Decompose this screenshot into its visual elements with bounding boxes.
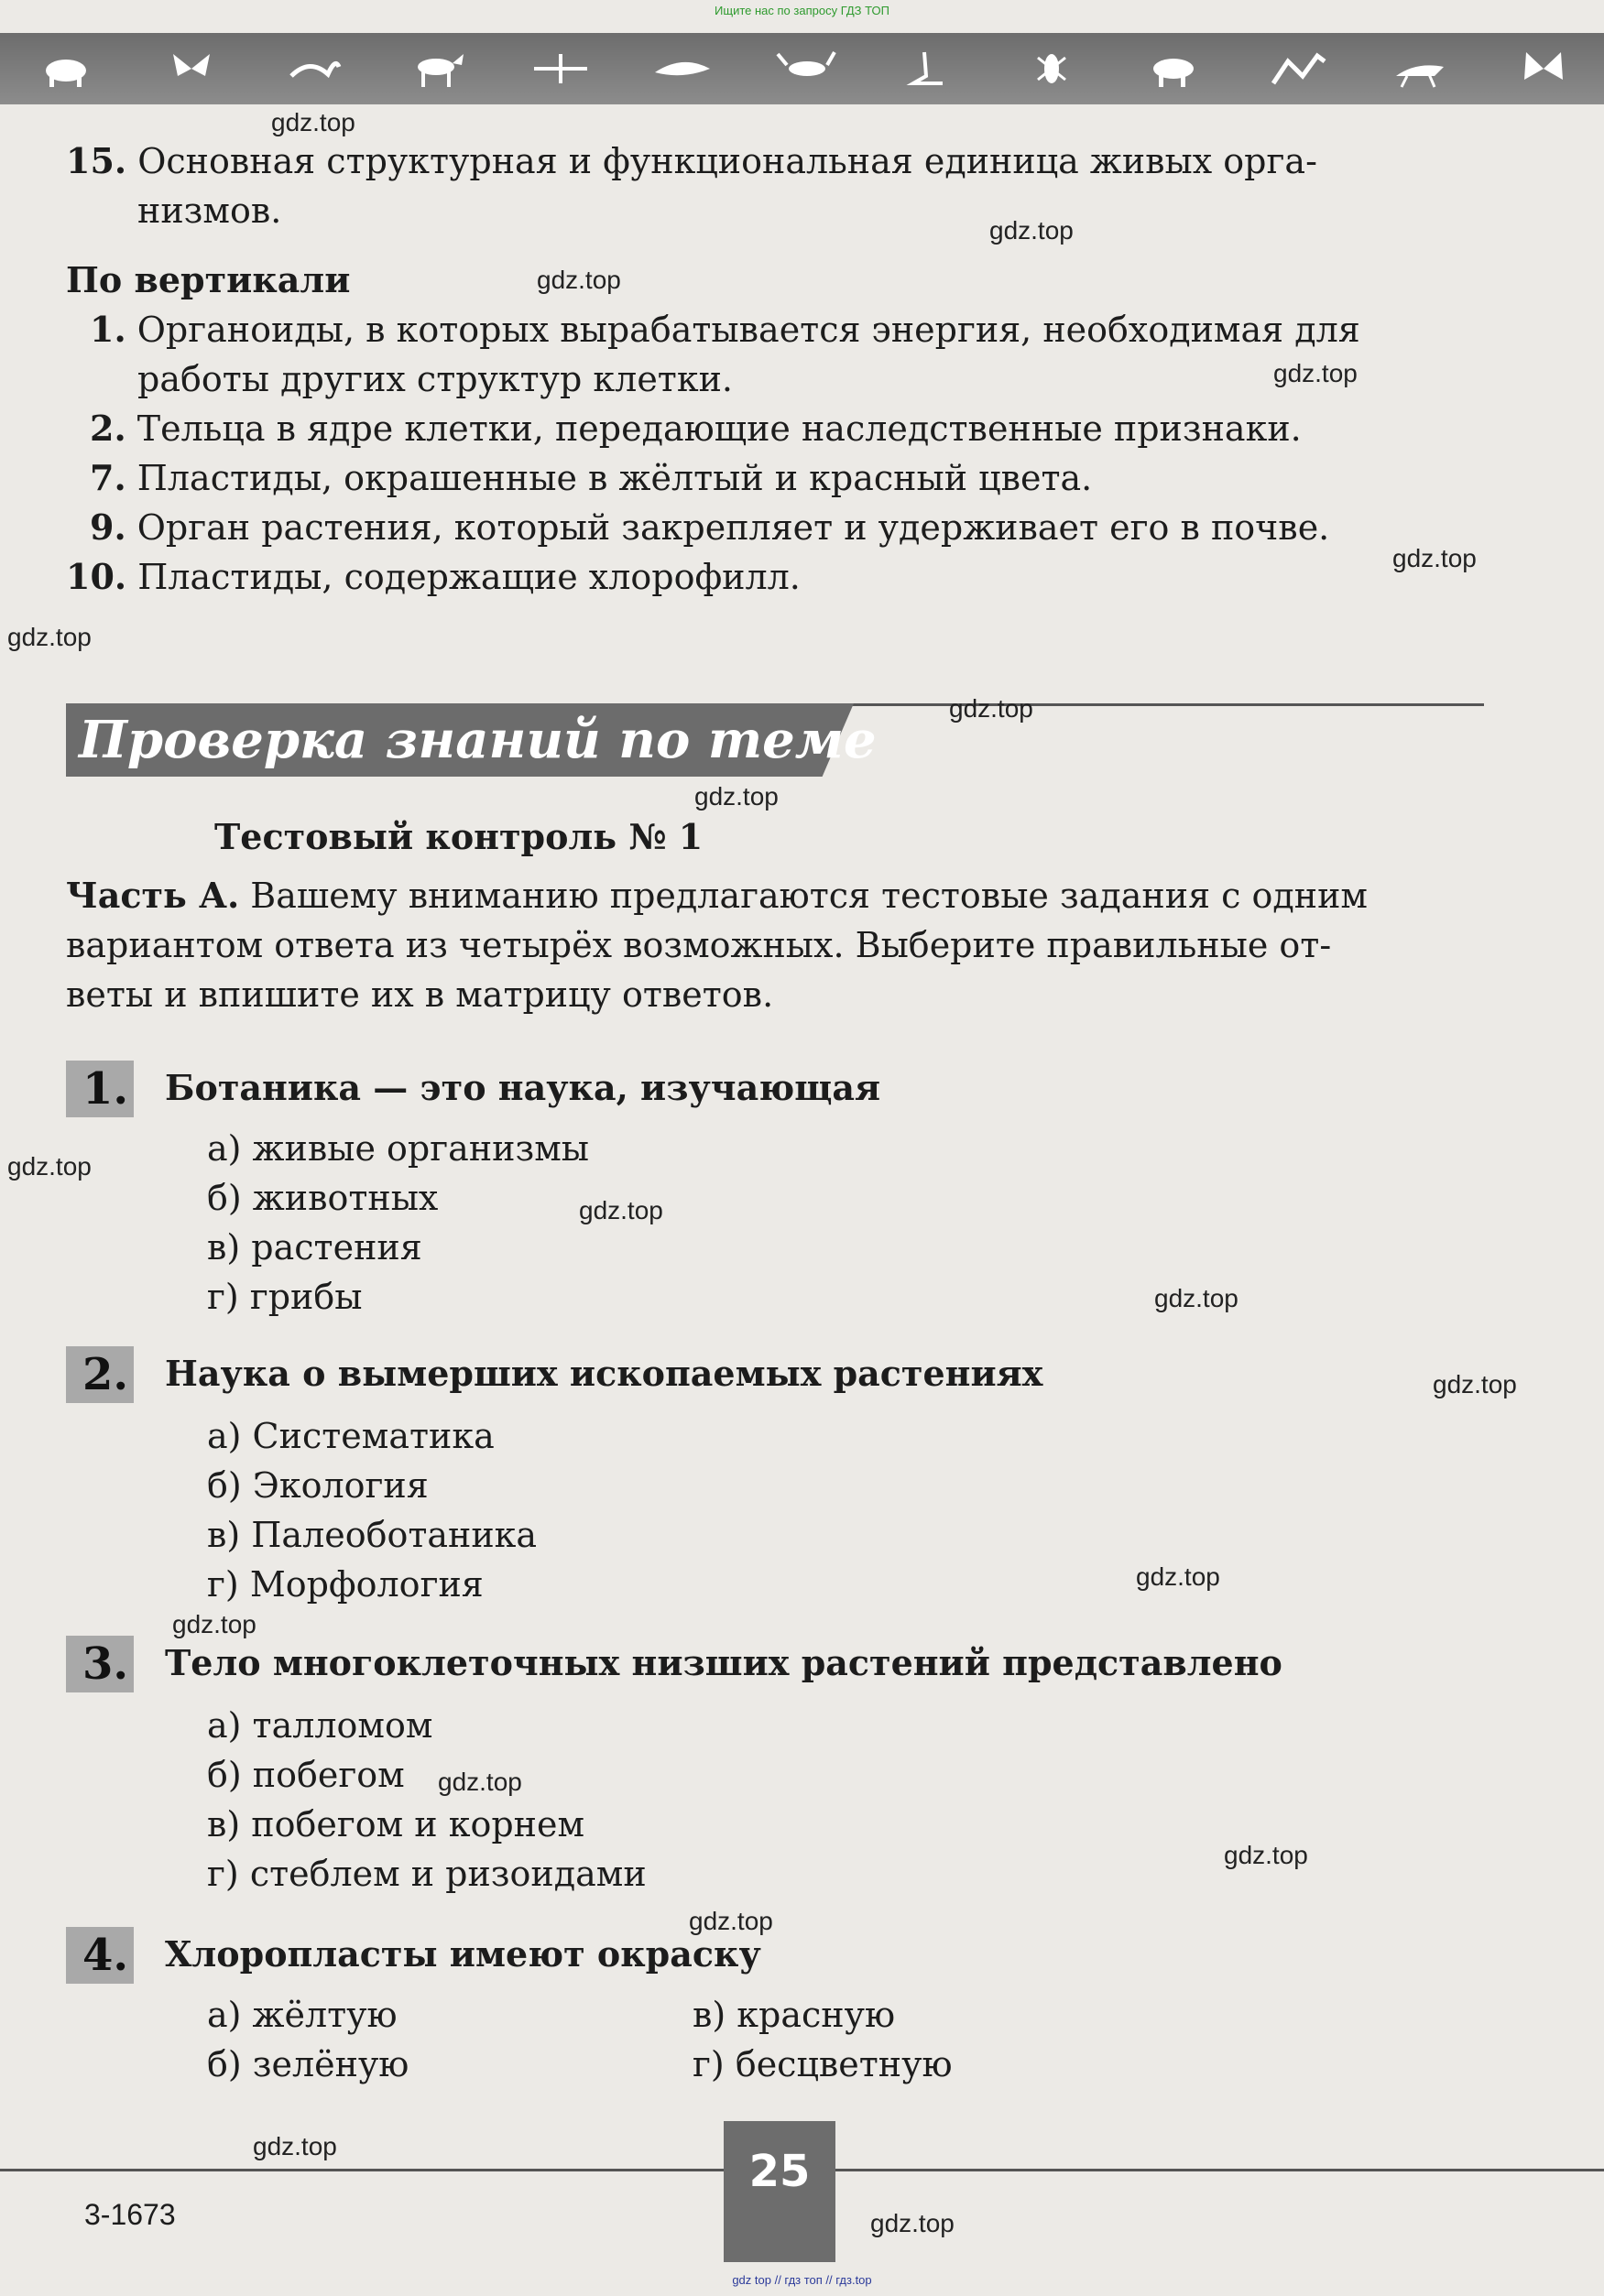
- question-4-option-a: а) жёлтую: [207, 1995, 398, 2035]
- question-4-option-b: б) зелёную: [207, 2044, 409, 2084]
- watermark: gdz.top: [1273, 359, 1358, 387]
- watermark: gdz.top: [1154, 1284, 1238, 1312]
- watermark: gdz.top: [7, 1152, 92, 1181]
- question-2-option-d: г) Морфология: [207, 1564, 484, 1605]
- question-3-text: Тело многоклеточных низших растений представлено: [165, 1642, 1282, 1683]
- question-1-option-b: б) животных: [207, 1178, 439, 1218]
- watermark: gdz.top: [694, 782, 779, 811]
- question-4-number: 4.: [66, 1927, 134, 1984]
- watermark: gdz.top: [579, 1196, 663, 1224]
- clue-v2-number: 2.: [90, 408, 126, 449]
- clue-v7: [90, 456, 1092, 500]
- question-1-text: Ботаника — это наука, изучающая: [165, 1067, 881, 1108]
- watermark: gdz.top: [1224, 1841, 1308, 1869]
- test-intro-line1: [66, 874, 1368, 918]
- clue-h15-number: 15.: [66, 140, 127, 181]
- watermark: gdz.top: [7, 623, 92, 651]
- watermark: gdz.top: [271, 108, 355, 136]
- watermark: gdz.top: [1392, 544, 1477, 572]
- question-3-number: 3.: [66, 1636, 134, 1692]
- clue-v10-text: Пластиды, содержащие хлорофилл.: [137, 557, 801, 597]
- header-note: Ищите нас по запросу ГДЗ ТОП: [715, 4, 889, 17]
- vertical-heading: По вертикали: [66, 259, 351, 300]
- footer-note: gdz top // гдз топ // гдз.top: [732, 2273, 872, 2287]
- watermark: gdz.top: [689, 1907, 773, 1935]
- section-title: Проверка знаний по теме: [79, 710, 877, 770]
- question-4-option-d: г) бесцветную: [693, 2044, 953, 2084]
- animal-silhouettes-icon: [37, 46, 1576, 92]
- clue-v1-text: Органоиды, в которых вырабатывается энергия, необходимая для: [136, 310, 1360, 350]
- clue-h15-line2: низмов.: [137, 190, 282, 231]
- clue-v2: [90, 407, 1302, 451]
- clue-h15: [66, 139, 1317, 183]
- clue-v2-text: Тельца в ядре клетки, передающие наследственные признаки.: [136, 408, 1302, 449]
- test-intro-label: Часть А.: [66, 875, 240, 916]
- question-3-option-c: в) побегом и корнем: [207, 1804, 585, 1844]
- clue-v10-number: 10.: [66, 556, 127, 597]
- question-2-number: 2.: [66, 1346, 134, 1403]
- watermark: gdz.top: [989, 216, 1074, 245]
- clue-v7-text: Пластиды, окрашенные в жёлтый и красный цвета.: [136, 458, 1093, 498]
- question-1-option-a: а) живые организмы: [207, 1128, 589, 1169]
- test-intro-line2: вариантом ответа из четырёх возможных. Выберите правильные от-: [66, 925, 1332, 965]
- question-1-number: 1.: [66, 1061, 134, 1117]
- test-intro-line3: веты и впишите их в матрицу ответов.: [66, 974, 774, 1015]
- clue-v9: [90, 506, 1329, 550]
- question-3-option-a: а) талломом: [207, 1705, 433, 1746]
- question-2-text: Наука о вымерших ископаемых растениях: [165, 1353, 1043, 1394]
- page-number: 25: [724, 2121, 835, 2262]
- test-intro-text: Вашему вниманию предлагаются тестовые задания с одним: [250, 876, 1368, 916]
- question-4-text: Хлоропласты имеют окраску: [165, 1933, 761, 1975]
- clue-v7-number: 7.: [90, 457, 126, 498]
- clue-v1-line2: работы других структур клетки.: [137, 359, 733, 399]
- header-banner: [0, 33, 1604, 104]
- question-3-option-d: г) стеблем и ризоидами: [207, 1854, 647, 1894]
- clue-v10: [66, 555, 801, 599]
- question-2-option-c: в) Палеоботаника: [207, 1515, 538, 1555]
- clue-h15-text: Основная структурная и функциональная единица живых орга-: [137, 141, 1317, 181]
- watermark: gdz.top: [438, 1768, 522, 1796]
- question-2-option-b: б) Экология: [207, 1465, 429, 1506]
- clue-v1: [90, 308, 1360, 352]
- watermark: gdz.top: [172, 1610, 256, 1638]
- print-code: 3-1673: [84, 2198, 176, 2231]
- question-3-option-b: б) побегом: [207, 1755, 405, 1795]
- clue-v1-number: 1.: [90, 309, 126, 350]
- question-1-option-c: в) растения: [207, 1227, 422, 1268]
- question-2-option-a: а) Систематика: [207, 1416, 495, 1456]
- test-title: Тестовый контроль № 1: [214, 816, 704, 857]
- watermark: gdz.top: [537, 266, 621, 294]
- watermark: gdz.top: [870, 2209, 955, 2237]
- clue-v9-number: 9.: [90, 506, 126, 548]
- watermark: gdz.top: [253, 2132, 337, 2160]
- watermark: gdz.top: [1136, 1562, 1220, 1591]
- clue-v9-text: Орган растения, который закрепляет и удерживает его в почве.: [136, 507, 1330, 548]
- watermark: gdz.top: [1433, 1370, 1517, 1398]
- question-1-option-d: г) грибы: [207, 1277, 363, 1317]
- watermark: gdz.top: [949, 694, 1033, 723]
- question-4-option-c: в) красную: [693, 1995, 896, 2035]
